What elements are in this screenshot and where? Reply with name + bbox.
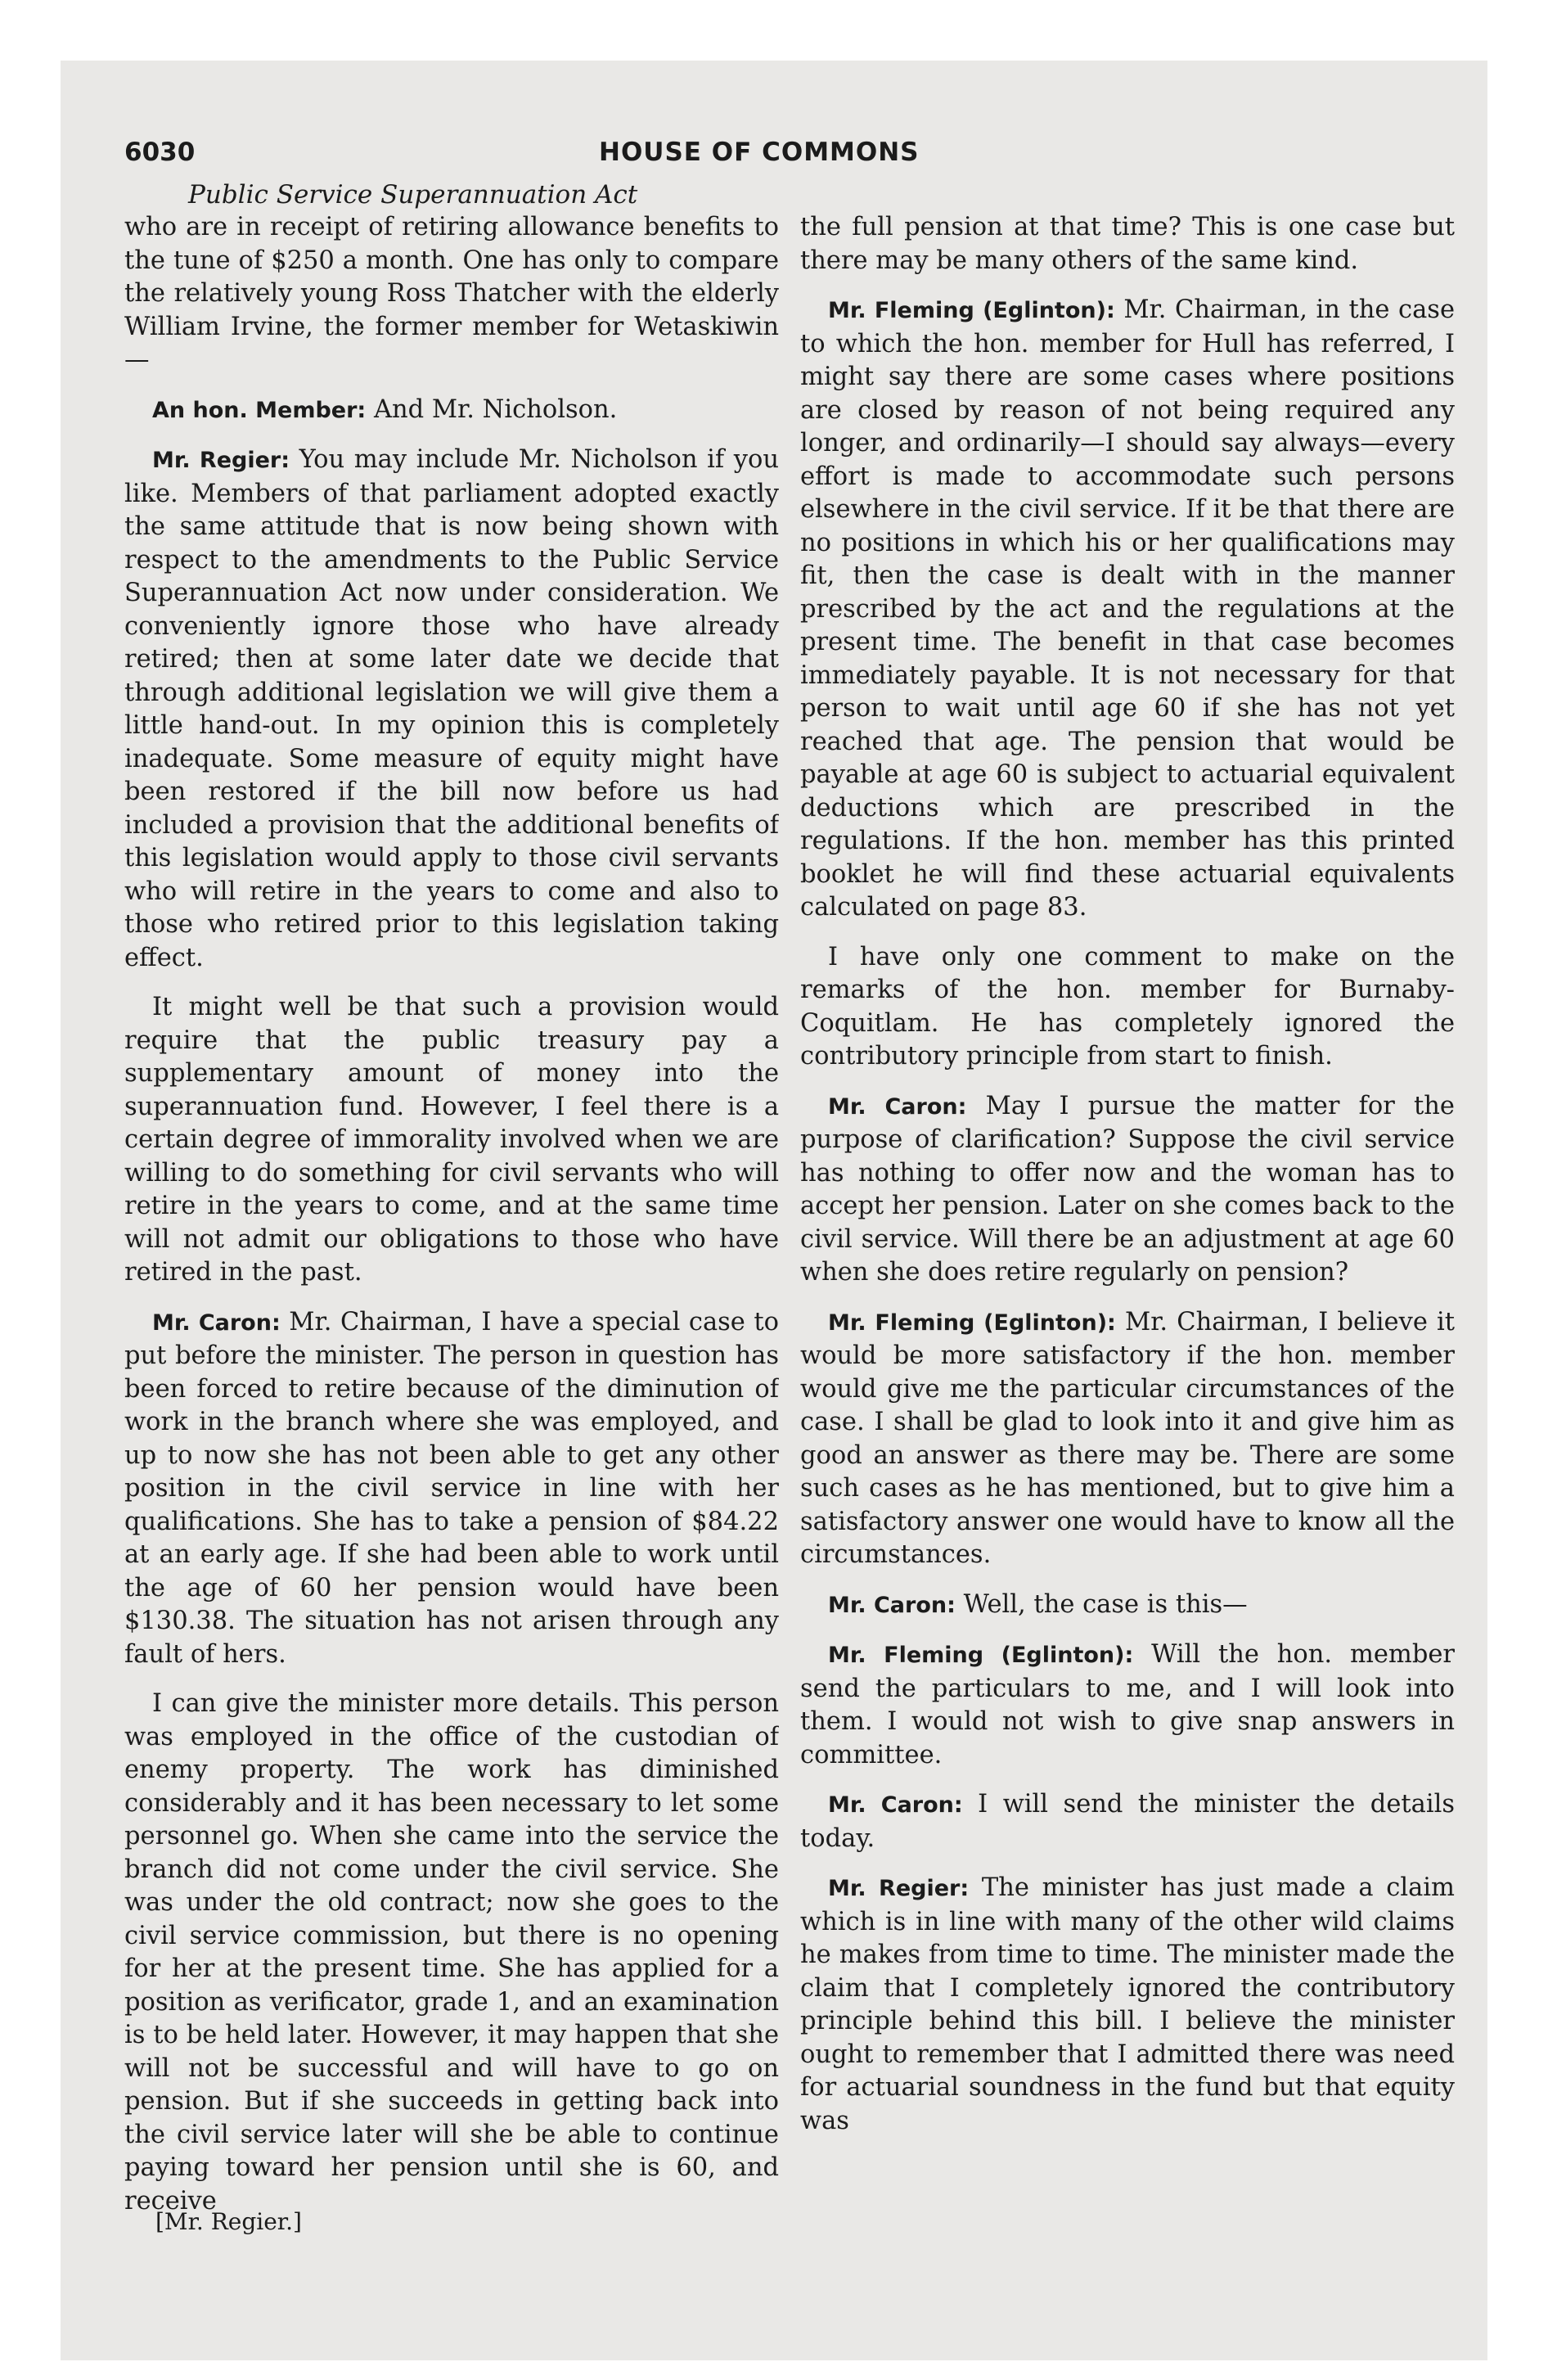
paragraph bbox=[800, 1872, 1455, 2138]
footer-speaker-note: [Mr. Regier.] bbox=[155, 2208, 302, 2235]
paragraph-text: May I pursue the matter for the purpose of clarification? Suppose the civil service has nothing to offer now and the woman has to accept her pension. Later on she comes back to the civil service. Will there be an adjustment at age 60 when she does retire regularly on pension? bbox=[800, 1091, 1455, 1287]
paragraph bbox=[124, 394, 779, 428]
paragraph-text: who are in receipt of retiring allowance benefits to the tune of $250 a month. One has only to compare the relatively young Ross Thatcher with the elderly William Irvine, the former member for Wetaskiwin— bbox=[124, 213, 779, 374]
paragraph-text: I can give the minister more details. This person was employed in the office of the custodian of enemy property. The work has diminished considerably and it has been necessary to let some personnel go. When she came into the service the branch did not come under the civil service. She was under the old contract; now she goes to the civil service commission, but there is no opening for her at the present time. She has applied for a position as verificator, grade 1, and an examination is to be held later. However, it may happen that she will not be successful and will have to go on pension. But if she succeeds in getting back into the civil service later will she be able to continue paying toward her pension until she is 60, and receive bbox=[124, 1689, 779, 2215]
paragraph bbox=[800, 211, 1455, 277]
paragraph bbox=[800, 294, 1455, 925]
paragraph bbox=[124, 991, 779, 1290]
paragraph bbox=[800, 941, 1455, 1074]
speaker-name: Mr. Fleming (Eglinton): bbox=[828, 1643, 1134, 1668]
speaker-name: Mr. Caron: bbox=[828, 1792, 963, 1818]
page-header bbox=[124, 137, 1458, 174]
paragraph-text: Mr. Chairman, I have a special case to put before the minister. The person in question has been forced to retire because of the diminution of work in the branch where she was employed, and up to now she has not been able to get any other position in the civil service in line with her qualifications. She has to take a pension of $84.22 at an early age. If she had been able to work until the age of 60 her pension would have been $130.38. The situation has not arisen through any fault of hers. bbox=[124, 1307, 779, 1669]
page-number: 6030 bbox=[124, 137, 196, 167]
speaker-name: Mr. Fleming (Eglinton): bbox=[828, 1309, 1116, 1336]
paragraph bbox=[124, 211, 779, 377]
paragraph-text: I have only one comment to make on the remarks of the hon. member for Burnaby-Coquitlam. He has completely ignored the contributory principle from start to finish. bbox=[800, 942, 1455, 1071]
paragraph-text: You may include Mr. Nicholson if you like. Members of that parliament adopted exactly the same attitude that is now being shown with respect to the amendments to the Public Service Superannuation Act now under consideration. We conveniently ignore those who have already retired; then at some later date we decide that through additional legislation we will give them a little hand-out. In my opinion this is completely inadequate. Some measure of equity might have been restored if the bill now before us had included a provision that the additional benefits of this legislation would apply to those civil servants who will retire in the years to come and also to those who retired prior to this legislation taking effect. bbox=[124, 445, 779, 972]
paragraph-text: the full pension at that time? This is one case but there may be many others of the same kind. bbox=[800, 213, 1455, 275]
speaker-name: Mr. Caron: bbox=[828, 1592, 956, 1618]
paragraph-text: Well, the case is this— bbox=[963, 1589, 1248, 1619]
speaker-name: Mr. Regier: bbox=[828, 1876, 970, 1901]
speaker-name: Mr. Regier: bbox=[152, 448, 290, 473]
paragraph bbox=[800, 1788, 1455, 1855]
paragraph-text: Mr. Chairman, in the case to which the hon. member for Hull has referred, I might say there are some cases where positions are closed by reason of not being required any longer, and ordinarily—I should say always—every effort is made to accommodate such persons elsewhere in the civil service. If it be that there are no positions in which his or her qualifications may fit, then the case is dealt with in the manner prescribed by the act and the regulations at the present time. The benefit in that case becomes immediately payable. It is not necessary for that person to wait until age 60 if she has not yet reached that age. The pension that would be payable at age 60 is subject to actuarial equivalent deductions which are prescribed in the regulations. If the hon. member has this printed booklet he will find these actuarial equivalents calculated on page 83. bbox=[800, 295, 1455, 922]
paragraph bbox=[124, 444, 779, 975]
paragraph-text: Will the hon. member send the particulars to me, and I will look into them. I would not wish to give snap answers in committee. bbox=[800, 1640, 1455, 1769]
house-title: HOUSE OF COMMONS bbox=[599, 137, 920, 167]
paragraph-text: Mr. Chairman, I believe it would be more satisfactory if the hon. member would give me the particular circumstances of the case. I shall be glad to look into it and give him as good an answer as there may be. There are some such cases as he has mentioned, but to give him a satisfactory answer one would have to know all the circumstances. bbox=[800, 1307, 1455, 1569]
paragraph bbox=[800, 1090, 1455, 1290]
speaker-name: An hon. Member: bbox=[152, 397, 367, 423]
speaker-name: Mr. Caron: bbox=[152, 1309, 281, 1336]
paragraph bbox=[124, 1306, 779, 1672]
paragraph bbox=[124, 1688, 779, 2218]
paragraph-text: I will send the minister the details today. bbox=[800, 1790, 1455, 1853]
paragraph-text: The minister has just made a claim which is in line with many of the other wild claims he makes from time to time. The minister made the claim that I completely ignored the contributory principle behind this bill. I believe the minister ought to remember that I admitted there was need for actuarial soundness in the fund but that equity was bbox=[800, 1873, 1455, 2135]
right-column bbox=[800, 211, 1455, 2224]
paragraph-text: It might well be that such a provision would require that the public treasury pay a supplementary amount of money into the superannuation fund. However, I feel there is a certain degree of immorality involved when we are willing to do something for civil servants who will retire in the years to come, and at the same time will not admit our obligations to those who have retired in the past. bbox=[124, 993, 779, 1287]
paragraph bbox=[800, 1589, 1455, 1623]
paragraph-text: And Mr. Nicholson. bbox=[373, 394, 618, 424]
speaker-name: Mr. Fleming (Eglinton): bbox=[828, 298, 1115, 323]
speaker-name: Mr. Caron: bbox=[828, 1093, 967, 1120]
left-column bbox=[124, 211, 779, 2224]
paragraph bbox=[800, 1306, 1455, 1572]
running-subtitle: Public Service Superannuation Act bbox=[188, 180, 638, 210]
paragraph bbox=[800, 1639, 1455, 1772]
